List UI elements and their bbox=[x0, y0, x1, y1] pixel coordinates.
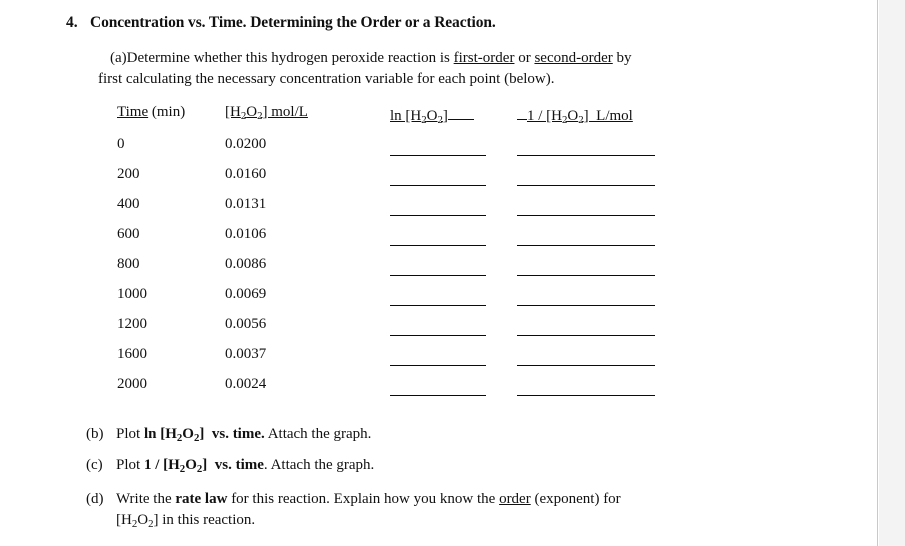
cell-concentration: 0.0037 bbox=[225, 346, 267, 362]
answer-blank-ln-concentration[interactable] bbox=[390, 215, 486, 216]
cell-time: 0 bbox=[117, 136, 125, 152]
second-order-term: second-order bbox=[534, 50, 613, 66]
problem-number: 4. bbox=[66, 14, 78, 31]
cell-time: 800 bbox=[117, 256, 140, 272]
part-a-line1-post: by bbox=[612, 50, 632, 66]
table-body bbox=[117, 136, 677, 406]
first-order-term: first-order bbox=[453, 50, 515, 66]
answer-blank-inverse-concentration[interactable] bbox=[517, 245, 655, 246]
answer-blank-ln-concentration[interactable] bbox=[390, 395, 486, 396]
cell-time: 1600 bbox=[117, 346, 147, 362]
answer-blank-inverse-concentration[interactable] bbox=[517, 365, 655, 366]
table-row bbox=[117, 346, 677, 376]
cell-concentration: 0.0069 bbox=[225, 286, 267, 302]
cell-concentration: 0.0086 bbox=[225, 256, 267, 272]
column-header-time-units: (min) bbox=[148, 104, 186, 120]
table-row bbox=[117, 286, 677, 316]
part-c-bold-term: $1 / [H_2O_2]$ vs. time bbox=[143, 457, 264, 475]
cell-concentration: 0.0024 bbox=[225, 376, 267, 392]
table-row bbox=[117, 376, 677, 406]
answer-blank-ln-concentration[interactable] bbox=[390, 305, 486, 306]
cell-time: 2000 bbox=[117, 376, 147, 392]
cell-concentration: 0.0131 bbox=[225, 196, 267, 212]
problem-title: Concentration vs. Time. Determining the Order or a Reaction. bbox=[90, 14, 496, 31]
part-d-line1-mid: for this reaction. Explain how you know the bbox=[227, 491, 500, 507]
part-a-line2: first calculating the necessary concentration variable for each point (below). bbox=[98, 71, 555, 87]
cell-time: 1000 bbox=[117, 286, 147, 302]
answer-blank-ln-concentration[interactable] bbox=[390, 335, 486, 336]
answer-blank-inverse-concentration[interactable] bbox=[517, 335, 655, 336]
column-header-concentration: $[H_2O_2]$ mol/L bbox=[225, 104, 308, 122]
column-header-time bbox=[117, 104, 185, 121]
part-a-line1-pre: Determine whether this hydrogen peroxide reaction is bbox=[126, 50, 454, 66]
answer-blank-inverse-concentration[interactable] bbox=[517, 275, 655, 276]
part-d-line1-pre: Write the bbox=[116, 491, 176, 507]
cell-time: 600 bbox=[117, 226, 140, 242]
part-b-label: (b) bbox=[86, 426, 104, 442]
rate-law-term: rate law bbox=[175, 491, 228, 507]
column-header-ln-concentration: $\ln [H_2O_2]$ bbox=[390, 104, 474, 125]
answer-blank-ln-concentration[interactable] bbox=[390, 275, 486, 276]
cell-time: 200 bbox=[117, 166, 140, 182]
part-a-label: (a) bbox=[110, 50, 127, 66]
answer-blank-inverse-concentration[interactable] bbox=[517, 155, 655, 156]
part-b-bold-term: $\ln [H_2O_2]$ vs. time. bbox=[143, 426, 265, 444]
answer-blank-ln-concentration[interactable] bbox=[390, 185, 486, 186]
cell-concentration: 0.0200 bbox=[225, 136, 267, 152]
part-d-line2: $[H_2O_2]$ in this reaction. bbox=[116, 512, 256, 530]
part-b-post: Attach the graph. bbox=[264, 426, 372, 442]
part-d-label: (d) bbox=[86, 491, 104, 507]
part-b-pre: Plot bbox=[116, 426, 144, 442]
part-c-post: . Attach the graph. bbox=[263, 457, 375, 473]
part-c-pre: Plot bbox=[116, 457, 144, 473]
part-c-label: (c) bbox=[86, 457, 103, 473]
part-d bbox=[86, 489, 826, 531]
cell-time: 400 bbox=[117, 196, 140, 212]
part-d-line1-post: (exponent) for bbox=[530, 491, 621, 507]
cell-time: 1200 bbox=[117, 316, 147, 332]
table-row bbox=[117, 166, 677, 196]
order-term: order bbox=[499, 491, 531, 507]
part-a-line1-mid: or bbox=[514, 50, 535, 66]
concentration-time-table bbox=[117, 104, 677, 406]
table-row bbox=[117, 256, 677, 286]
table-row bbox=[117, 136, 677, 166]
cell-concentration: 0.0106 bbox=[225, 226, 267, 242]
cell-concentration: 0.0056 bbox=[225, 316, 267, 332]
table-header-row bbox=[117, 104, 677, 130]
answer-blank-ln-concentration[interactable] bbox=[390, 155, 486, 156]
part-c bbox=[86, 455, 786, 476]
cell-concentration: 0.0160 bbox=[225, 166, 267, 182]
problem-heading bbox=[66, 14, 856, 32]
answer-blank-inverse-concentration[interactable] bbox=[517, 395, 655, 396]
answer-blank-ln-concentration[interactable] bbox=[390, 365, 486, 366]
part-a bbox=[98, 48, 810, 90]
table-row bbox=[117, 226, 677, 256]
answer-blank-inverse-concentration[interactable] bbox=[517, 305, 655, 306]
column-header-time-underlined: Time bbox=[117, 104, 149, 120]
part-b bbox=[86, 424, 786, 445]
page-right-gutter bbox=[879, 0, 905, 546]
table-row bbox=[117, 316, 677, 346]
answer-blank-inverse-concentration[interactable] bbox=[517, 215, 655, 216]
column-header-inverse-concentration: $1 / [H_2O_2]$ L/mol bbox=[517, 104, 633, 125]
table-row bbox=[117, 196, 677, 226]
answer-blank-ln-concentration[interactable] bbox=[390, 245, 486, 246]
answer-blank-inverse-concentration[interactable] bbox=[517, 185, 655, 186]
